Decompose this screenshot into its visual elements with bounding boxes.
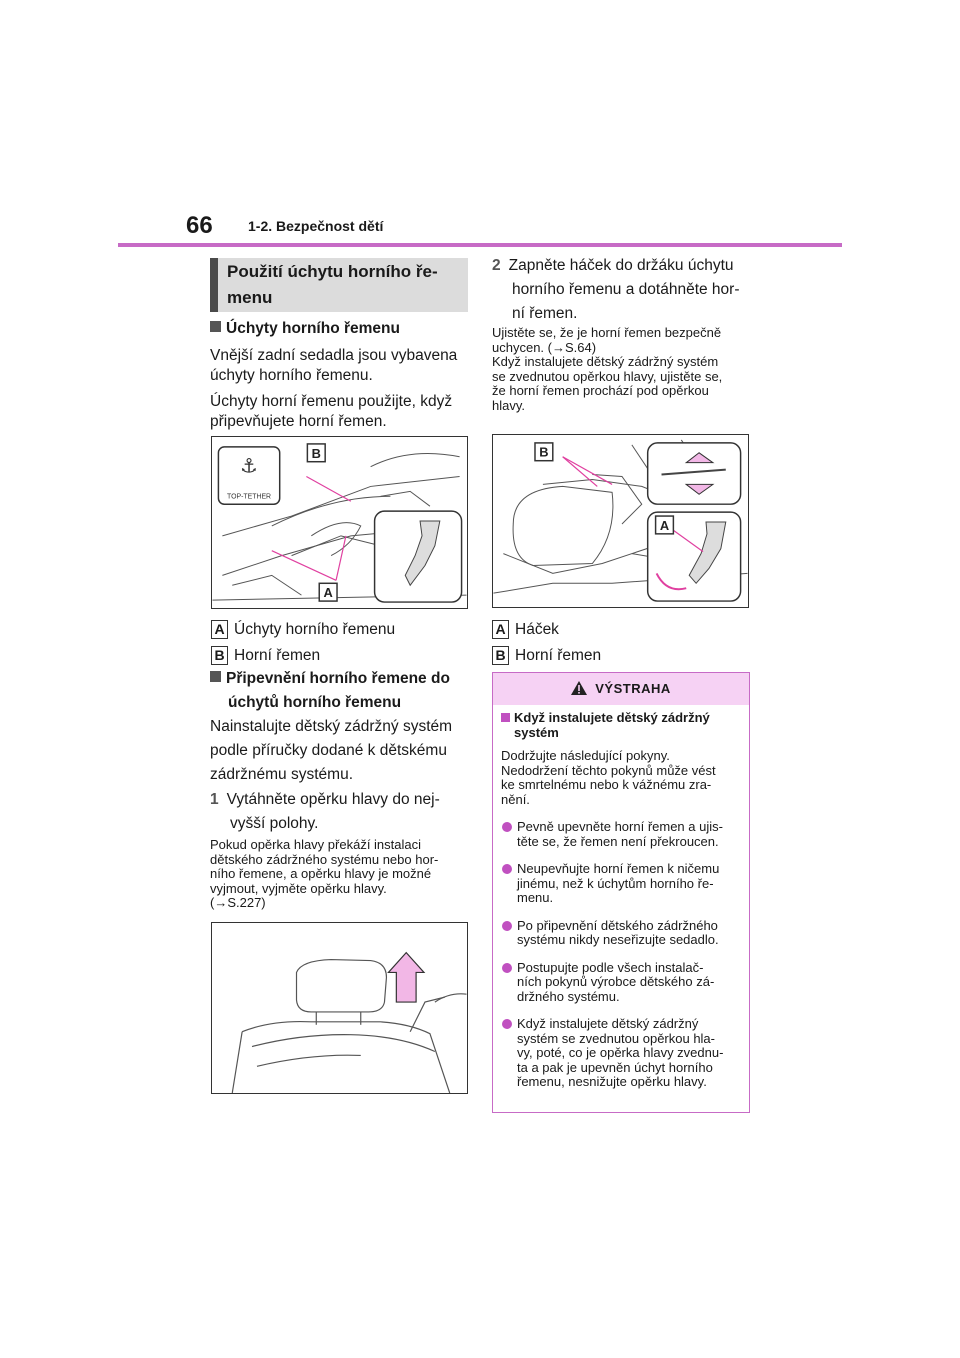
svg-text:TOP-TETHER: TOP-TETHER bbox=[227, 493, 272, 501]
svg-text:A: A bbox=[323, 585, 333, 601]
paragraph-outer-seats: Vnější zadní sedadla jsou vybavena úchyty horního řemenu. bbox=[210, 347, 458, 384]
square-bullet-icon bbox=[210, 321, 221, 332]
chapter-title: 1-2. Bezpečnost dětí bbox=[248, 218, 384, 234]
warning-bullet-4: Postupujte podle všech instalač- ních pokynů výrobce dětského zá- držného systému. bbox=[501, 961, 741, 1005]
section-title: Použití úchytu horního ře- menu bbox=[210, 258, 468, 312]
legend-a: A Úchyty horního řemenu bbox=[211, 620, 395, 639]
warning-triangle-icon bbox=[571, 681, 587, 695]
tether-anchor-illustration bbox=[212, 437, 467, 608]
legend-b: B Horní řemen bbox=[211, 646, 320, 665]
note-headrest: Pokud opěrka hlavy překáží instalaci dětského zádržného systému nebo hor- ního řemene, a opěrku hlavy je možné vyjmout, vyjměte opěrku hlavy. (→S.227) bbox=[210, 837, 439, 910]
warning-bullet-2: Neupevňujte horní řemen k ničemu jinému, než k úchytům horního ře- menu. bbox=[501, 862, 741, 906]
warning-intro: Dodržujte následující pokyny. Nedodržení těchto pokynů může vést ke smrtelnému nebo k vážnému zra- nění. bbox=[501, 748, 716, 807]
warning-header: VÝSTRAHA bbox=[493, 673, 749, 705]
headrest-illustration bbox=[212, 923, 467, 1093]
page-number: 66 bbox=[186, 212, 213, 239]
figure-hook-attach bbox=[492, 434, 749, 608]
note-secure-tether: Ujistěte se, že je horní řemen bezpečně uchycen. (→S.64) Když instalujete dětský zádržný systém se zvednutou opěrkou hlavy, ujistěte se, že horní řemen prochází pod opěrkou hlavy. bbox=[492, 325, 723, 413]
svg-text:B: B bbox=[539, 444, 549, 460]
subheading-attach-tether: Připevnění horního řemene do úchytů horního řemenu bbox=[210, 667, 472, 715]
square-bullet-icon bbox=[210, 671, 221, 682]
warning-subheading: Když instalujete dětský zádržný systém bbox=[501, 711, 741, 740]
legend-b-right: B Horní řemen bbox=[492, 646, 601, 665]
figure-headrest bbox=[211, 922, 468, 1094]
square-bullet-icon bbox=[501, 713, 510, 722]
paragraph-install: Nainstalujte dětský zádržný systém podle příručky dodané k dětskému zádržnému systému. bbox=[210, 718, 453, 783]
warning-box bbox=[492, 672, 750, 1113]
step-1: 1 Vytáhněte opěrku hlavy do nej- vyšší polohy. bbox=[210, 791, 440, 832]
subheading-tether-anchors: Úchyty horního řemenu bbox=[210, 319, 400, 339]
figure-tether-anchors bbox=[211, 436, 468, 609]
warning-bullet-5: Když instalujete dětský zádržný systém se zvednutou opěrkou hla- vy, poté, co je opěrka hlavy zvednu- ta a pak je upevněn úchyt horního řemenu, nesnižujte opěrku hlavy. bbox=[501, 1017, 741, 1090]
warning-content bbox=[493, 705, 749, 1090]
step-2: 2 Zapněte háček do držáku úchytu horního řemenu a dotáhněte hor- ní řemen. bbox=[492, 257, 740, 322]
svg-text:B: B bbox=[311, 445, 321, 461]
warning-bullet-3: Po připevnění dětského zádržného systému nikdy neseřizujte sedadlo. bbox=[501, 919, 741, 948]
svg-text:⚓: ⚓ bbox=[240, 454, 258, 478]
svg-text:A: A bbox=[659, 517, 670, 533]
legend-a-right: A Háček bbox=[492, 620, 559, 639]
hook-attach-illustration bbox=[493, 435, 748, 607]
paragraph-use-anchors: Úchyty horní řemenu použijte, když připevňujete horní řemen. bbox=[210, 393, 453, 430]
header-rule bbox=[118, 243, 842, 247]
warning-bullet-1: Pevně upevněte horní řemen a ujis- těte se, že řemen není překroucen. bbox=[501, 820, 741, 849]
